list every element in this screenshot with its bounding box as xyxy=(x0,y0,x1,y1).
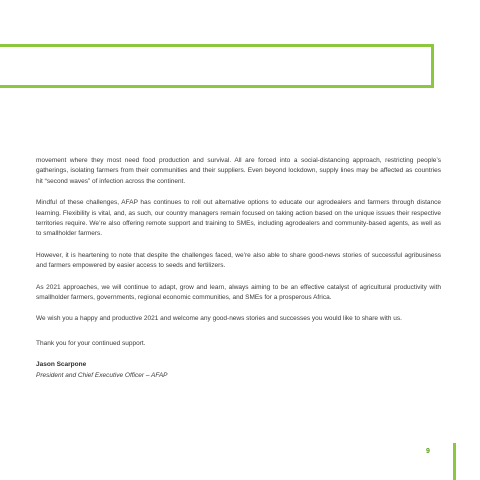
paragraph-4: As 2021 approaches, we will continue to adapt, grow and learn, always aiming to be an effective catalyst of agricultural productivity with smallholder farmers, governments, regional economic communities, and SMEs for a prosperous Africa. xyxy=(36,283,441,302)
paragraph-3: However, it is heartening to note that despite the challenges faced, we’re also able to share good-news stories of successful agribusiness and farmers empowered by easier access to seeds and fertilizers. xyxy=(36,251,441,270)
header-banner-frame xyxy=(0,44,434,88)
signature-title: President and Chief Executive Officer – AFAP xyxy=(36,371,168,379)
paragraph-1: movement where they most need food production and survival. All are forced into a social-distancing approach, restricting people’s gatherings, isolating farmers from their communities and their suppliers. Even beyond lockdown, supply lines may be affected as countries hit “second waves” of infection across the continent. xyxy=(36,157,441,185)
page-number: 9 xyxy=(426,448,430,455)
closing-line: Thank you for your continued support. xyxy=(36,339,146,347)
signature-name: Jason Scarpone xyxy=(36,361,87,369)
letter-body xyxy=(36,156,441,381)
page-accent-bar xyxy=(453,443,456,480)
paragraph-2: Mindful of these challenges, AFAP has continues to roll out alternative options to educate our agrodealers and farmers through distance learning. Flexibility is vital, and, as such, our country managers remain focused on taking action based on the unique issues their respective territories require. We’re also offering remote support and training to SMEs, including agrodealers and community-based agents, as well as to smallholder farmers. xyxy=(36,199,441,238)
paragraph-5: We wish you a happy and productive 2021 and welcome any good-news stories and successes you would like to share with us. xyxy=(36,315,402,323)
